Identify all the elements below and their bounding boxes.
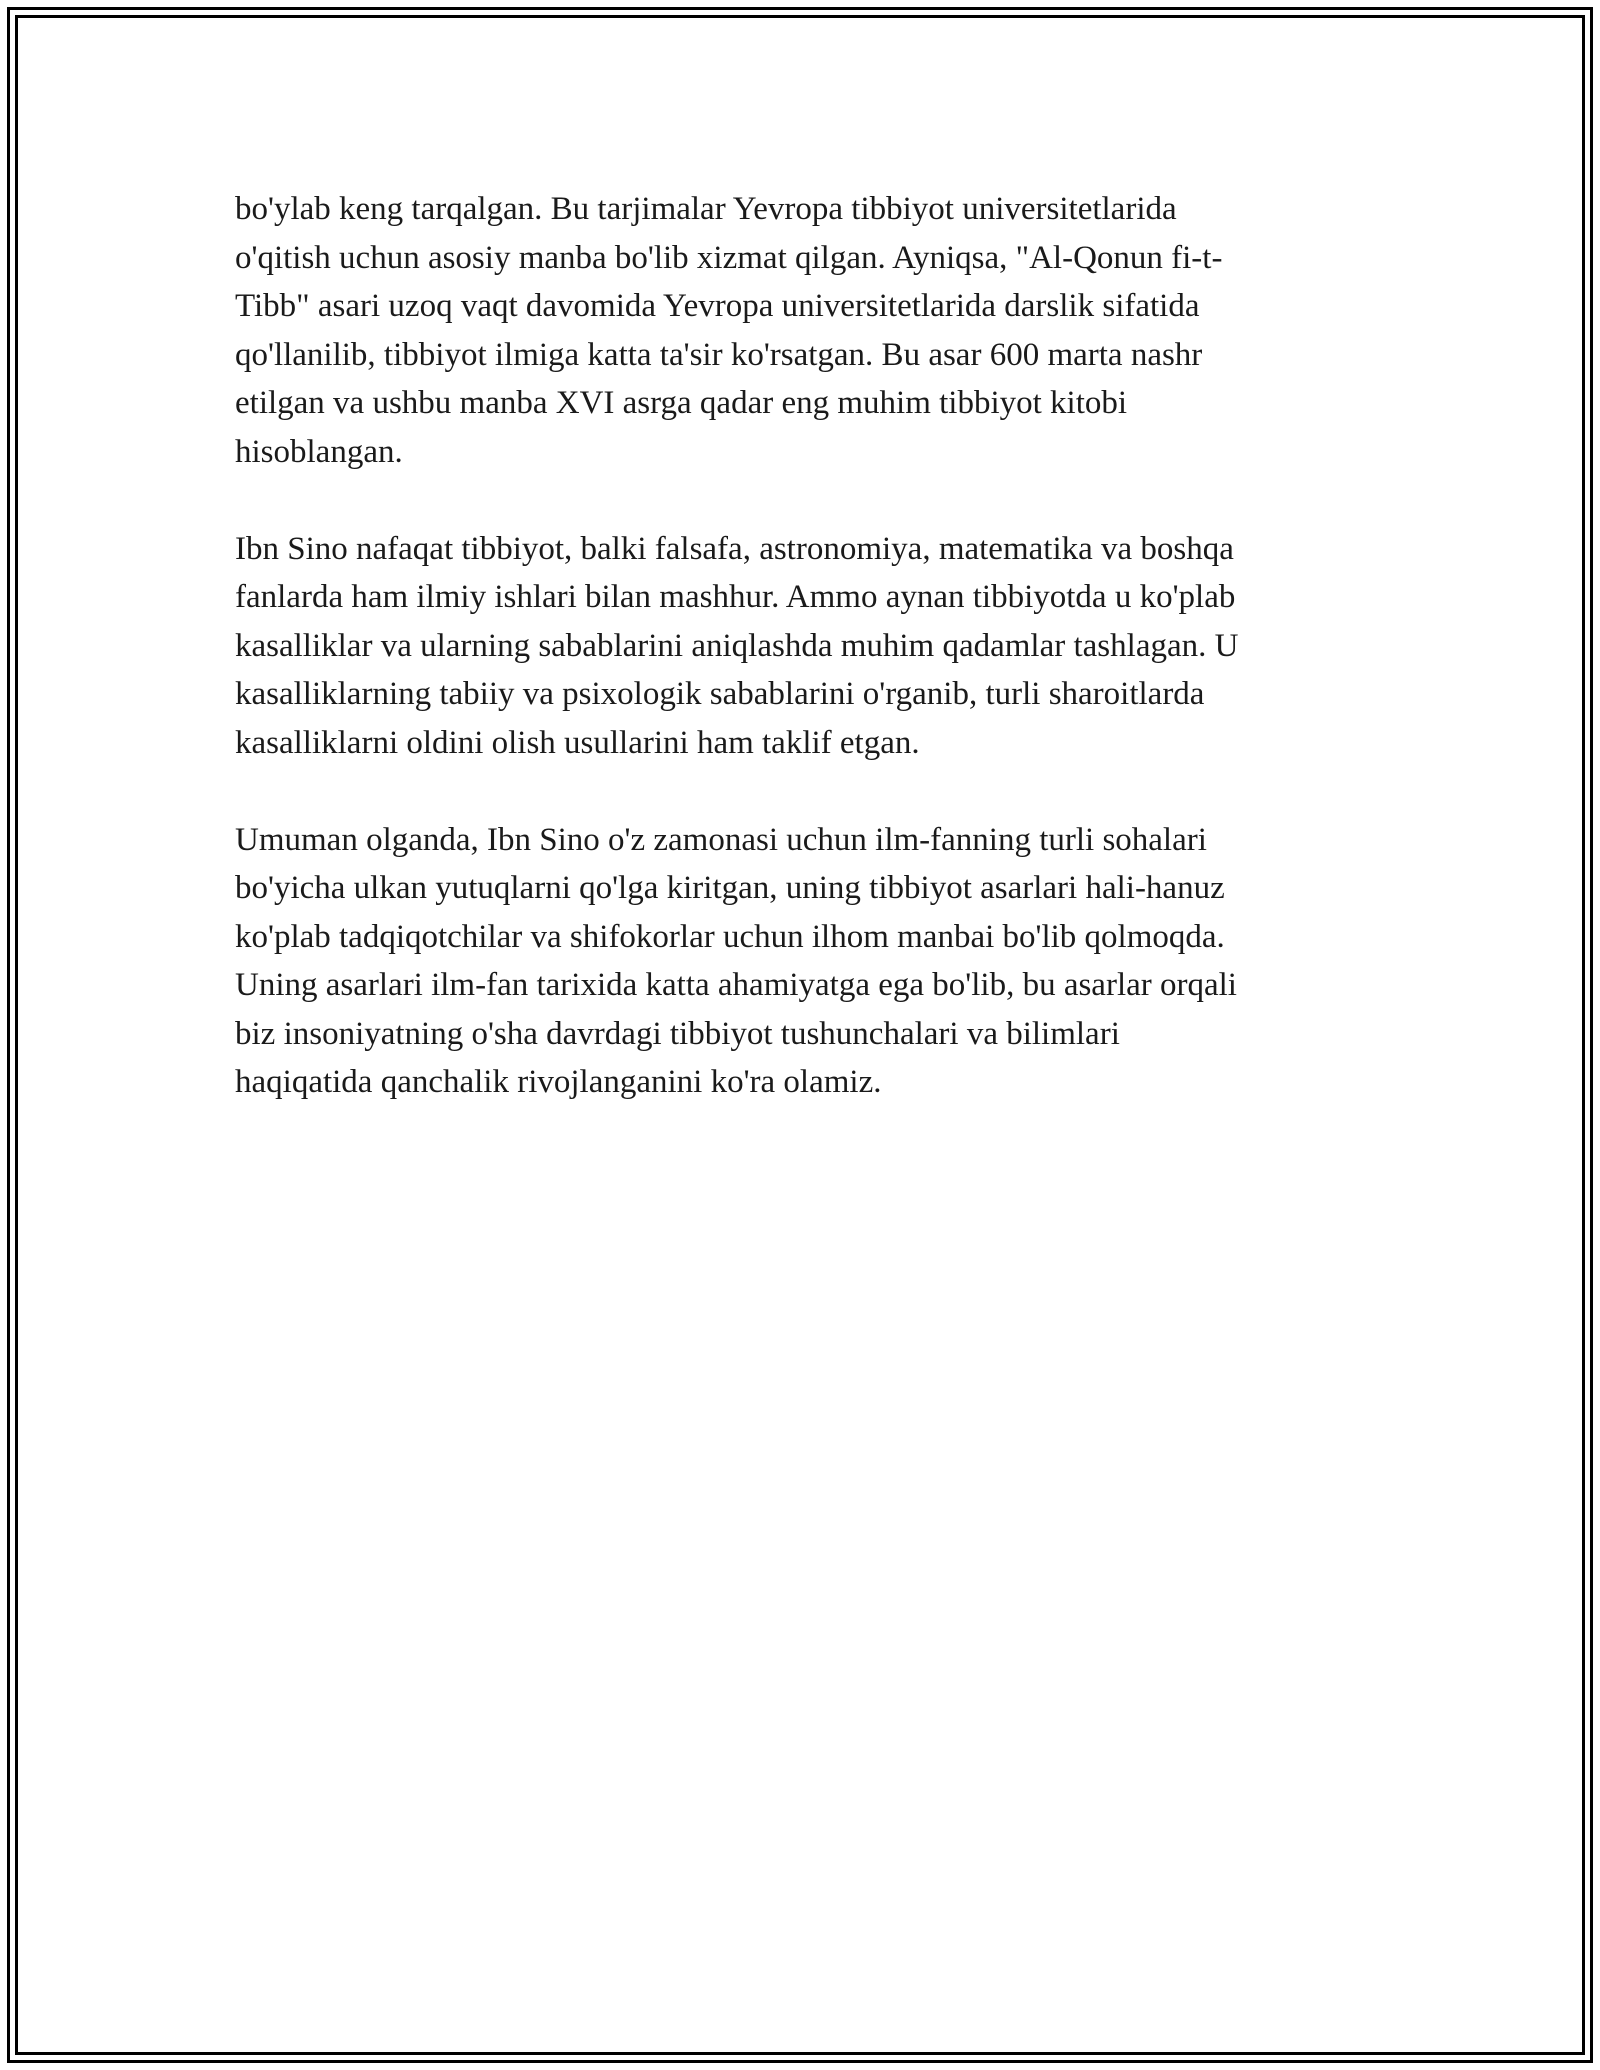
text-line: Ibn Sino nafaqat tibbiyot, balki falsafa, astronomiya, matematika va boshqa xyxy=(235,530,1234,567)
text-line: kasalliklarning tabiiy va psixologik sabablarini o'rganib, turli sharoitlarda xyxy=(235,676,1205,712)
text-line: qo'llanilib, tibbiyot ilmiga katta ta'sir ko'rsatgan. Bu asar 600 marta nashr xyxy=(235,336,1203,373)
text-line: Tibb" asari uzoq vaqt davomida Yevropa universitetlarida darslik sifatida xyxy=(235,288,1200,324)
paragraph-spacer xyxy=(235,476,1375,525)
text-line: bo'ylab keng tarqalgan. Bu tarjimalar Yevropa tibbiyot universitetlarida xyxy=(235,191,1177,227)
text-line: etilgan va ushbu manba XVI asrga qadar eng muhim tibbiyot kitobi xyxy=(235,385,1128,421)
paragraph-2 xyxy=(235,525,1375,768)
text-line: Umuman olganda, Ibn Sino o'z zamonasi uchun ilm-fanning turli sohalari xyxy=(235,821,1207,858)
text-line: fanlarda ham ilmiy ishlari bilan mashhur. Ammo aynan tibbiyotda u ko'plab xyxy=(235,579,1236,615)
text-line: kasalliklar va ularning sabablarini aniqlashda muhim qadamlar tashlagan. U xyxy=(235,627,1239,664)
document-body xyxy=(235,185,1375,1107)
text-line: hisoblangan. xyxy=(235,433,403,470)
text-line: biz insoniyatning o'sha davrdagi tibbiyot tushunchalari va bilimlari xyxy=(235,1015,1120,1052)
text-line: bo'yicha ulkan yutuqlarni qo'lga kiritgan, uning tibbiyot asarlari hali-hanuz xyxy=(235,870,1225,906)
text-line: kasalliklarni oldini olish usullarini ham taklif etgan. xyxy=(235,724,920,761)
paragraph-spacer xyxy=(235,767,1375,816)
text-line: o'qitish uchun asosiy manba bo'lib xizmat qilgan. Ayniqsa, "Al-Qonun fi-t- xyxy=(235,239,1223,276)
text-line: haqiqatida qanchalik rivojlanganini ko'ra olamiz. xyxy=(235,1064,882,1100)
paragraph-1 xyxy=(235,185,1375,476)
text-line: ko'plab tadqiqotchilar va shifokorlar uchun ilhom manbai bo'lib qolmoqda. xyxy=(235,918,1225,955)
paragraph-3 xyxy=(235,816,1375,1107)
text-line: Uning asarlari ilm-fan tarixida katta ahamiyatga ega bo'lib, bu asarlar orqali xyxy=(235,967,1237,1003)
